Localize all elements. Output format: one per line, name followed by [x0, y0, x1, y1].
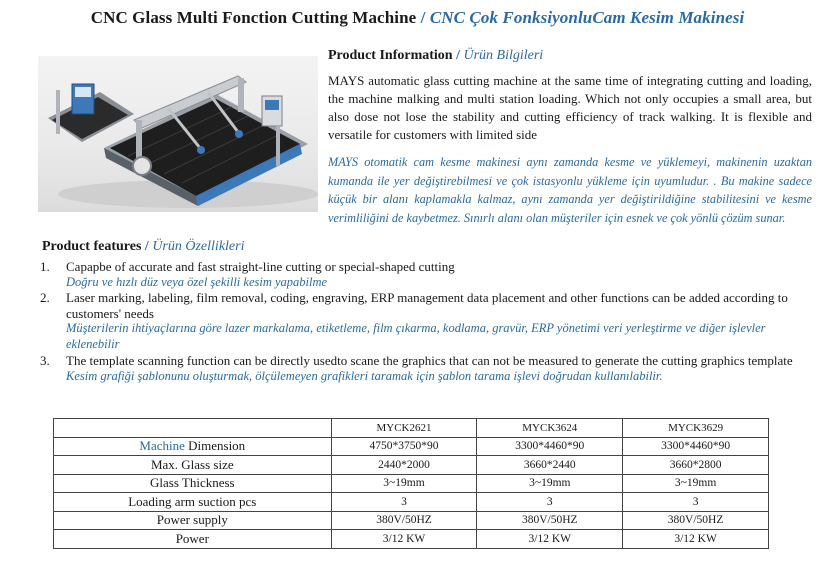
product-info-heading-en: Product Information — [328, 48, 453, 63]
spec-row-max-glass-size — [54, 456, 769, 475]
page-title — [0, 8, 835, 28]
spec-cell: 3/12 KW — [331, 530, 477, 549]
feature-text-tr: Doğru ve hızlı düz veya özel şekilli kesim yapabilme — [66, 274, 328, 289]
product-features-heading-sep: / — [141, 239, 153, 254]
feature-item-2 — [40, 290, 810, 352]
product-features-heading-en: Product features — [42, 239, 142, 254]
feature-item-1 — [40, 259, 810, 290]
spec-row-label: Power — [54, 530, 332, 549]
spec-row-label: Power supply — [54, 511, 332, 530]
spec-cell: 3660*2440 — [477, 456, 623, 475]
feature-item-3 — [40, 353, 810, 384]
spec-cell: 3~19mm — [477, 474, 623, 493]
spec-cell: 3 — [477, 493, 623, 512]
product-info-heading-sep: / — [452, 48, 464, 63]
spec-cell: 3/12 KW — [623, 530, 769, 549]
spec-cell: 3/12 KW — [477, 530, 623, 549]
spec-cell: 3 — [623, 493, 769, 512]
feature-text-tr: Müşterilerin ihtiyaçlarına göre lazer markalama, etiketleme, film çıkarma, kodlama, gravür, ERP yönetimi veri yerleştirme ve diğer işlevler eklenebilir — [66, 321, 766, 351]
spec-model-header: MYCK3624 — [477, 419, 623, 438]
spec-cell: 380V/50HZ — [477, 511, 623, 530]
spec-cell: 3~19mm — [331, 474, 477, 493]
spec-table — [53, 418, 769, 549]
product-features-heading-tr: Ürün Özellikleri — [152, 239, 245, 254]
spec-cell: 3~19mm — [623, 474, 769, 493]
spec-row-label: Glass Thickness — [54, 474, 332, 493]
spec-cell: 2440*2000 — [331, 456, 477, 475]
spec-row-dimension — [54, 437, 769, 456]
spec-cell: 380V/50HZ — [623, 511, 769, 530]
spec-row-label: Max. Glass size — [54, 456, 332, 475]
feature-number: 2. — [40, 290, 50, 305]
spec-row-glass-thickness — [54, 474, 769, 493]
spec-label-part: Dimension — [184, 438, 246, 454]
machine-photo — [38, 56, 318, 212]
product-info-text-tr: MAYS otomatik cam kesme makinesi aynı zamanda kesme ve yüklemeyi, makinenin uzaktan kumanda ile yer değiştirebilmesi ve çok istasyonlu yükleme için uyumludur. . Bu makine sadece küçük bir alanı kaplamakla kalmaz, aynı zamanda yer değiştirildiğine stabilitesini ve kesme verimliliğini de kaybetmez. Sınırlı alanı olan müşteriler için esnek ve çok yönlü çözüm sunar. — [328, 155, 812, 225]
cutting-machine-illustration — [38, 56, 318, 212]
spec-label-part-blue: Machine — [139, 438, 185, 454]
spec-cell: 3300*4460*90 — [623, 437, 769, 456]
feature-number: 3. — [40, 353, 50, 368]
spec-cell: 380V/50HZ — [331, 511, 477, 530]
title-tr: CNC Çok FonksiyonluCam Kesim Makinesi — [429, 8, 745, 27]
spec-cell: 3660*2800 — [623, 456, 769, 475]
feature-text-tr: Kesim grafiği şablonunu oluşturmak, ölçülemeyen grafikleri taramak için şablon tarama işlevi doğrudan kullanılabilir. — [66, 368, 663, 383]
feature-text-en: Capapbe of accurate and fast straight-line cutting or special-shaped cutting — [66, 259, 455, 274]
feature-text-en: Laser marking, labeling, film removal, coding, engraving, ERP management data placement and other functions can be added according to customers' needs — [66, 290, 788, 321]
feature-number: 1. — [40, 259, 50, 274]
spec-row-loading-arm — [54, 493, 769, 512]
spec-header-row — [54, 419, 769, 438]
spec-cell: 4750*3750*90 — [331, 437, 477, 456]
product-info-heading-tr: Ürün Bilgileri — [463, 48, 544, 63]
title-en: CNC Glass Multi Fonction Cutting Machine — [90, 8, 417, 27]
title-sep: / — [416, 8, 430, 27]
spec-model-header: MYCK2621 — [331, 419, 477, 438]
product-features-heading — [42, 239, 244, 255]
spec-row-power — [54, 530, 769, 549]
spec-row-power-supply — [54, 511, 769, 530]
product-info-heading — [328, 48, 543, 64]
spec-model-header: MYCK3629 — [623, 419, 769, 438]
spec-cell: 3 — [331, 493, 477, 512]
feature-text-en: The template scanning function can be directly usedto scane the graphics that can not be measured to generate the cutting graphics template — [66, 353, 793, 368]
spec-row-label: Loading arm suction pcs — [54, 493, 332, 512]
product-info-text-en: MAYS automatic glass cutting machine at the same time of integrating cutting and loading, the machine malking and multi station loading. Which not only occupies a small area, but also dose not lose the stability and cutting efficiency of track walking. It is flexible and versatile for customers with limited side — [328, 73, 812, 142]
spec-cell: 3300*4460*90 — [477, 437, 623, 456]
spec-row-label — [54, 437, 332, 456]
spec-header-empty — [54, 419, 332, 438]
